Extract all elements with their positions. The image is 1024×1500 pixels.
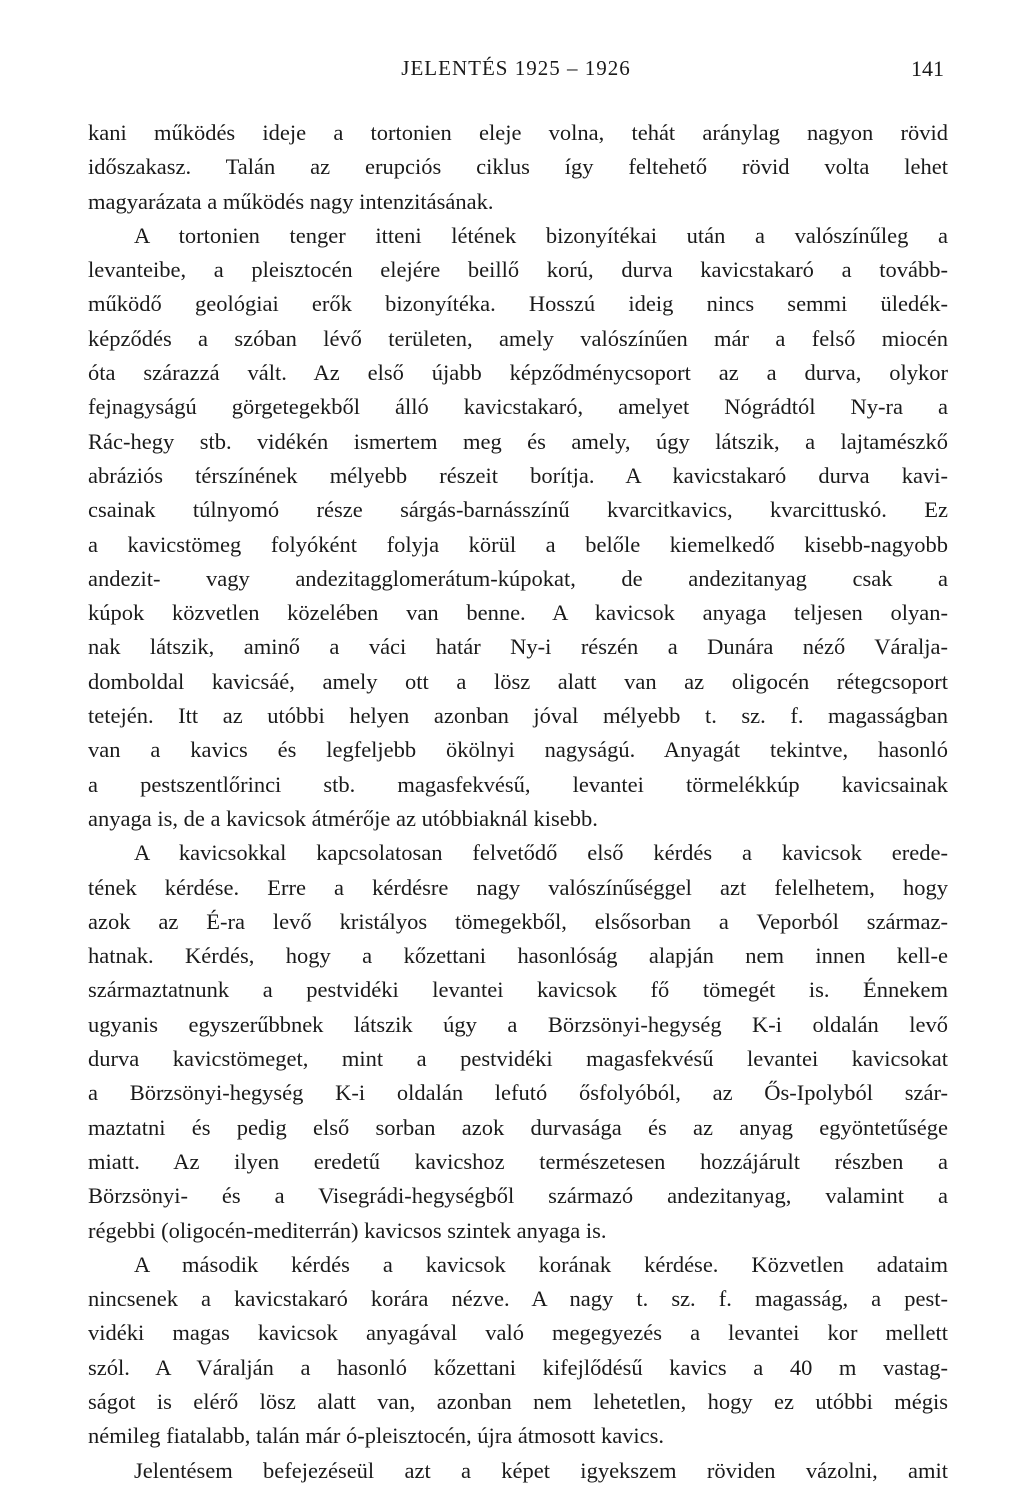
text-line: kani működés ideje a tortonien eleje volna, tehát aránylag nagyon rövid: [88, 120, 948, 145]
text-line: azok az É-ra levő kristályos tömegekből, elsősorban a Veporból származ-: [88, 908, 948, 934]
page-number: 141: [911, 56, 944, 81]
text-line: maztatni és pedig első sorban azok durvasága és az anyag egyöntetűsége: [88, 1114, 948, 1140]
text-line: tének kérdése. Erre a kérdésre nagy valószínűséggel azt felelhetem, hogy: [88, 874, 948, 900]
text-line: levanteibe, a pleisztocén elejére beillő korú, durva kavicstakaró a tovább-: [88, 257, 948, 283]
text-line: a kavicstömeg folyóként folyja körül a belőle kiemelkedő kisebb-nagyobb: [88, 531, 948, 557]
text-line: abráziós térszínének mélyebb részeit borítja. A kavicstakaró durva kavi-: [88, 462, 948, 488]
text-line: Jelentésem befejezéseül azt a képet igyekszem röviden vázolni, amit: [134, 1457, 948, 1483]
text-line: nak látszik, aminő a váci határ Ny-i részén a Dunára néző Váralja-: [88, 634, 948, 660]
text-line: andezit- vagy andezitagglomerátum-kúpokat, de andezitanyag csak a: [88, 565, 948, 591]
text-line: ságot is elérő lösz alatt van, azonban nem lehetetlen, hogy ez utóbbi mégis: [88, 1388, 948, 1414]
text-line: a Börzsönyi-hegység K-i oldalán lefutó ősfolyóból, az Ős-Ipolyból szár-: [88, 1080, 948, 1106]
text-line: miatt. Az ilyen eredetű kavicshoz természetesen hozzájárult részben a: [88, 1148, 948, 1174]
running-head: JELENTÉS 1925 – 1926: [401, 56, 631, 80]
text-line: A második kérdés a kavicsok korának kérdése. Közvetlen adataim: [134, 1251, 948, 1277]
text-line: anyaga is, de a kavicsok átmérője az utóbbiaknál kisebb.: [88, 805, 598, 831]
text-line: szól. A Váralján a hasonló kőzettani kifejlődésű kavics a 40 m vastag-: [88, 1354, 948, 1380]
text-line: óta szárazzá vált. Az első újabb képződménycsoport az a durva, olykor: [88, 360, 948, 386]
text-line: ugyanis egyszerűbbnek látszik úgy a Börzsönyi-hegység K-i oldalán levő: [88, 1011, 948, 1037]
text-line: durva kavicstömeget, mint a pestvidéki magasfekvésű levantei kavicsokat: [88, 1046, 948, 1072]
text-line: nincsenek a kavicstakaró korára nézve. A nagy t. sz. f. magasság, a pest-: [88, 1286, 948, 1312]
text-line: a pestszentlőrinci stb. magasfekvésű, levantei törmelékkúp kavicsainak: [88, 771, 948, 797]
text-line: magyarázata a működés nagy intenzitásának.: [88, 188, 494, 214]
text-line: Börzsönyi- és a Visegrádi-hegységből származó andezitanyag, valamint a: [88, 1183, 948, 1209]
text-line: Rác-hegy stb. vidékén ismertem meg és amely, úgy látszik, a lajtamészkő: [88, 428, 948, 454]
text-line: A kavicsokkal kapcsolatosan felvetődő első kérdés a kavicsok erede-: [134, 840, 948, 866]
text-line: van a kavics és legfeljebb ökölnyi nagyságú. Anyagát tekintve, hasonló: [88, 737, 948, 763]
text-line: származtatnunk a pestvidéki levantei kavicsok fő tömegét is. Énnekem: [88, 977, 948, 1003]
text-line: csainak túlnyomó része sárgás-barnásszínű kvarcitkavics, kvarcittuskó. Ez: [88, 497, 948, 523]
body-text: [88, 116, 948, 1488]
text-line: régebbi (oligocén-mediterrán) kavicsos szintek anyaga is.: [88, 1217, 607, 1243]
text-line: tetején. Itt az utóbbi helyen azonban jóval mélyebb t. sz. f. magasságban: [88, 703, 948, 729]
text-line: kúpok közvetlen közelében van benne. A kavicsok anyaga teljesen olyan-: [88, 600, 948, 626]
text-line: némileg fiatalabb, talán már ó-pleisztocén, újra átmosott kavics.: [88, 1423, 665, 1449]
text-line: vidéki magas kavicsok anyagával való megegyezés a levantei kor mellett: [88, 1320, 948, 1346]
text-line: működő geológiai erők bizonyítéka. Hosszú ideig nincs semmi üledék-: [88, 291, 948, 317]
text-line: időszakasz. Talán az erupciós ciklus így feltehető rövid volta lehet: [88, 154, 948, 180]
text-line: képződés a szóban lévő területen, amely valószínűen már a felső miocén: [88, 325, 948, 351]
page-header: [88, 56, 944, 96]
text-line: domboldal kavicsáé, amely ott a lösz alatt van az oligocén rétegcsoport: [88, 668, 948, 694]
text-line: fejnagyságú görgetegekből álló kavicstakaró, amelyet Nógrádtól Ny-ra a: [88, 394, 948, 420]
text-line: hatnak. Kérdés, hogy a kőzettani hasonlóság alapján nem innen kell-e: [88, 943, 948, 969]
text-line: A tortonien tenger itteni létének bizonyítékai után a valószínűleg a: [134, 222, 948, 248]
